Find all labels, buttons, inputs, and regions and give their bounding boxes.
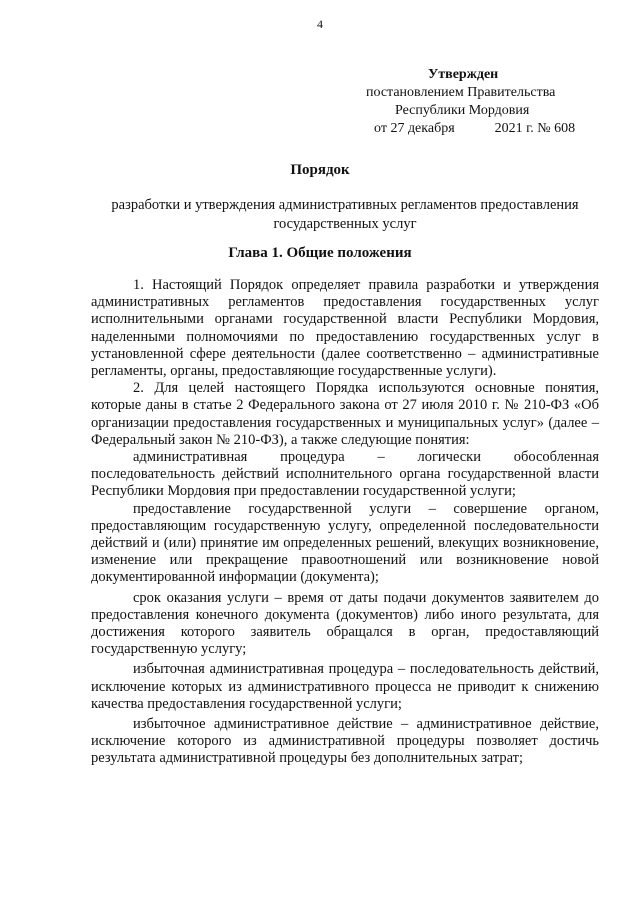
approval-line-1: постановлением Правительства <box>366 85 556 100</box>
approval-line-2: Республики Мордовия <box>395 103 530 118</box>
chapter-heading: Глава 1. Общие положения <box>228 245 412 261</box>
paragraph: 1. Настоящий Порядок определяет правила разработки и утверждения административных регламентов предоставления государственных услуг исполнительными органами государственной власти Республики Мордовия, наделенными полномочиями по предоставлению государственных услуг в установленной сфере деятельности (далее соответственно – административные регламенты, органы, предоставляющие государственные услуги). <box>91 277 599 380</box>
document-body <box>91 277 599 768</box>
decree-number: 608 <box>554 121 576 136</box>
approval-title: Утвержден <box>428 67 499 82</box>
document-subtitle: разработки и утверждения административных регламентов предоставления государственных услуг <box>111 197 579 232</box>
date-year: 2021 г. № <box>494 121 551 136</box>
paragraph: 2. Для целей настоящего Порядка используются основные понятия, которые даны в статье 2 Федерального закона от 27 июля 2010 г. № 210-ФЗ «Об организации предоставления государственных и муниципальных услуг» (далее – Федеральный закон № 210-ФЗ), а также следующие понятия: <box>91 380 599 448</box>
approval-block <box>360 66 620 138</box>
paragraph: избыточная административная процедура – последовательность действий, исключение которых из административного процесса не приводит к снижению качества предоставления государственной услуги; <box>91 661 599 712</box>
approval-date <box>374 120 620 138</box>
document-title: Порядок <box>290 162 350 178</box>
paragraph: избыточное административное действие – административное действие, исключение которого из административной процедуры позволяет достичь результата административной процедуры без дополнительных затрат; <box>91 716 599 767</box>
paragraph: административная процедура – логически обособленная последовательность действий исполнительного органа государственной власти Республики Мордовия при предоставлении государственной услуги; <box>91 449 599 500</box>
date-prefix: от <box>374 121 387 136</box>
date-day: 27 <box>390 121 405 136</box>
page-number: 4 <box>317 17 323 31</box>
paragraph: срок оказания услуги – время от даты подачи документов заявителем до предоставления конечного документа (документов) либо иного результата, для достижения которого заявитель обращался в орган, предоставляющий государственную услугу; <box>91 589 599 658</box>
date-month: декабря <box>407 121 455 136</box>
paragraph: предоставление государственной услуги – совершение органом, предоставляющим государственную услугу, определенной последовательности действий и (или) принятие им определенных решений, влекущих возникновение, изменение или прекращение правоотношений или возникновение новой документированной информации (документа); <box>91 500 599 586</box>
